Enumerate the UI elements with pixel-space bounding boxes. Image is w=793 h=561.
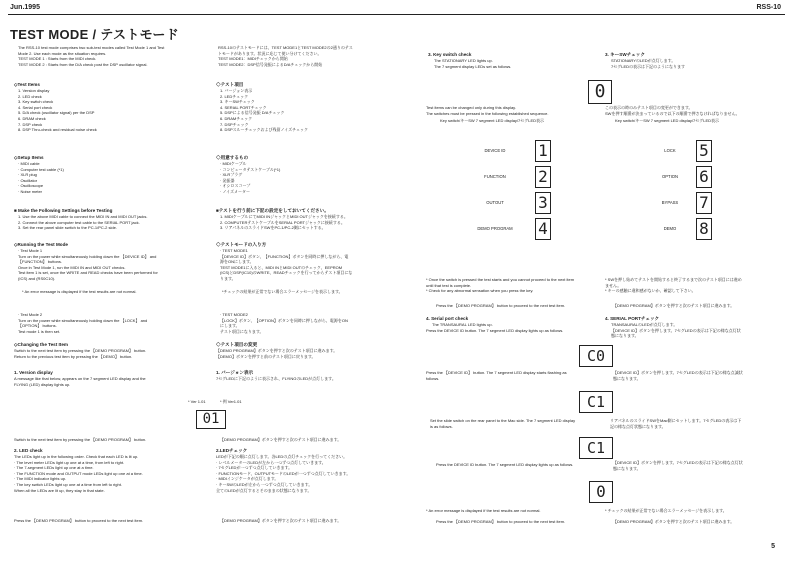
serial-line: Press the DEVICE ID button. The 7 segment LED display lights up as follows. bbox=[426, 327, 564, 333]
test-item: 8. DSP Thru-check and residual noise check bbox=[18, 127, 97, 133]
running-line: Once in Test Mode 1, run the MIDI IN and MIDI OUT checks. bbox=[18, 264, 126, 270]
setup-item-jp: · ノイズメーター bbox=[220, 188, 251, 194]
c1-led-display: C1 bbox=[579, 437, 613, 459]
key-switch-name: DEVICE ID bbox=[484, 148, 506, 153]
c0-line-jp: 態になります。 bbox=[613, 375, 641, 381]
setup-items-section bbox=[14, 155, 209, 195]
test-mode-2-jp bbox=[220, 312, 410, 334]
zero-led-display: 0 bbox=[589, 481, 613, 503]
led-check-line-jp: · FUNCTIONモード、OUTPUTモードのLEDが一つずつ点灯していきます。 bbox=[216, 470, 351, 476]
key-switch-led-value: 6 bbox=[696, 166, 712, 188]
running-line-jp: TEST MODE1に入ると、MIDI INとMIDI OUTのチェック、EEPROM bbox=[220, 264, 343, 270]
final-press-en: Press the 【DEMO PROGRAM】 button to proceed to the next test item. bbox=[436, 519, 566, 524]
serial-line-jp: 【DEVICE ID】ボタンを押します。7セグLEDの表示は下記の様な点灯状 bbox=[611, 327, 741, 333]
serial-line: The TRANSAURAL LED lights up. bbox=[432, 322, 493, 327]
key-check-line-jp: 7セグLEDの表示は下記のようになります bbox=[611, 63, 686, 69]
c0-line: Press the 【DEVICE ID】 button. The 7 segment LED display starts flashing as bbox=[426, 370, 567, 375]
key-note-line: The switches must be pressed in the following established sequence. bbox=[426, 110, 549, 116]
led-check-line: · The 7-segment LEDs light up one at a time. bbox=[14, 465, 94, 471]
key-switch-led-value: 2 bbox=[535, 166, 551, 188]
changing-line-jp: 【DEMO PROGRAM】ボタンを押すと次のテスト項目に進みます。 bbox=[216, 348, 338, 353]
key-check-en bbox=[428, 52, 598, 69]
mode2-line: · Test Mode 2 bbox=[18, 312, 43, 317]
settings-step-jp: 1. MIDIケーブルにてMIDI INジャックとMIDI OUTジャックを接続する。 bbox=[220, 214, 348, 219]
settings-step: 1. Use the above MIDI cable to connect the MIDI IN and MIDI OUT jacks. bbox=[18, 214, 148, 219]
setup-items-heading: ◇Setup Items bbox=[14, 155, 44, 160]
device-id-line-jp: 態になります。 bbox=[613, 465, 641, 471]
serial-line-jp: 態になります。 bbox=[611, 333, 639, 339]
setup-item: · Computer test cable (*1) bbox=[18, 166, 64, 172]
slide-line-jp: リアパネルのスライドSWをMac側にセットします。7セグLEDの表示は下 bbox=[610, 418, 742, 423]
led-check-heading: 2. LED check bbox=[14, 448, 43, 453]
intro-line: The RSS-10 test mode comprises two sub-test modes called Test Mode 1 and Test bbox=[18, 45, 165, 50]
changing-line-jp: 【DEMO】ボタンを押すと前のテスト項目に戻ります。 bbox=[216, 353, 316, 359]
test-item-jp: 2. LEDチェック bbox=[220, 93, 249, 99]
led-check-line-jp: · キーSWのLEDが左から一つずつ点灯していきます。 bbox=[216, 481, 313, 487]
settings-step-jp: 3. リアパネルのスライドSWをPC-1/PC-2側にセットする。 bbox=[220, 225, 326, 231]
led-press-text: Press the 【DEMO PROGRAM】 button to proceed to the next test item. bbox=[14, 518, 144, 523]
error-note-right-jp: * チェックの結果が正常でない場合エラーメッセージを表示します。 bbox=[605, 508, 727, 513]
test-item: 3. Key switch check bbox=[18, 99, 54, 105]
press-next-jp: 【DEMO PROGRAM】ボタンを押すと次のテスト項目に進みます。 bbox=[613, 303, 735, 308]
key-note-en bbox=[426, 105, 606, 116]
led-check-line-jp: 全てのLEDが点灯するとそのままの状態になります。 bbox=[216, 487, 312, 493]
mode2-line: 【OPTION】 buttons. bbox=[18, 323, 57, 329]
test-item: 7. DSP check bbox=[18, 121, 43, 127]
intro-line-jp: TEST MODE1：MIDIチェックから開始 bbox=[218, 56, 288, 62]
test-mode-2 bbox=[18, 312, 213, 334]
test-items-section-jp bbox=[216, 82, 406, 133]
test-item-jp: 5. DSPによる信号発振 D/Aチェック bbox=[220, 110, 285, 116]
version-line-jp: 7セグLEDに下記のように表示され、FLYINGのLEDが点灯します。 bbox=[216, 376, 336, 381]
serial-line-jp: TRANSAURALのLEDが点灯します。 bbox=[611, 322, 678, 327]
running-heading-jp: ◇テストモードの入り方 bbox=[216, 242, 267, 247]
once-notes-en bbox=[426, 277, 604, 294]
once-note: until that test is complete. bbox=[426, 282, 472, 288]
settings-heading-jp: ■テストを行う前に下記の設定をしておいてください。 bbox=[216, 208, 329, 213]
mode2-line: Test mode 1 is then set. bbox=[18, 328, 61, 334]
c1-led-display-flashing: C1 bbox=[579, 391, 613, 413]
key-table-header-right: Key switch/キーSW 7 segment LED display/7セグLED表示 bbox=[615, 118, 720, 123]
test-item-jp: 3. キーSWチェック bbox=[220, 99, 255, 105]
once-note: * Check for any abnormal sensation when you press the key. bbox=[426, 288, 534, 294]
header-model: RSS-10 bbox=[756, 4, 781, 11]
key-switch-name: BYPASS bbox=[661, 200, 679, 205]
device-id-line-jp: 【DEVICE ID】ボタンを押します。7セグLEDの表示は下記の様な点灯状 bbox=[613, 460, 743, 465]
intro-line-jp: RSS-10のテストモードには、TEST MODE1とTEST MODE2の2通りのテス bbox=[218, 45, 353, 50]
settings-step: 3. Set the rear panel slide switch to the PC-1/PC-2 side. bbox=[18, 225, 117, 231]
error-note-right-en: * An error message is displayed if the test results are not normal. bbox=[426, 508, 541, 513]
led-check-line: · The level meter LEDs light up one at a time, from left to right. bbox=[14, 459, 125, 465]
c0-text-en bbox=[426, 370, 601, 381]
test-item: 2. LED check bbox=[18, 93, 42, 99]
key-check-line: The STATIONARY LED lights up. bbox=[434, 58, 493, 63]
slide-text-jp bbox=[610, 418, 787, 429]
key-note-jp bbox=[605, 105, 787, 116]
key-switch-name: FUNCTION bbox=[484, 174, 506, 179]
key-switch-name: OUTOUT bbox=[486, 200, 504, 205]
led-check-line: · The FUNCTION mode and OUTPUT mode LEDs light up one at a time. bbox=[14, 470, 143, 476]
serial-heading: 4. Serial port check bbox=[426, 316, 469, 321]
serial-heading-jp: 4. SERIAL PORTチェック bbox=[605, 316, 660, 321]
mode2-line-jp: にします。 bbox=[220, 323, 240, 329]
device-id-text-jp bbox=[613, 460, 788, 471]
setup-item: · Noise meter bbox=[18, 188, 43, 194]
version-led-display: 01 bbox=[196, 410, 226, 429]
settings-section bbox=[14, 208, 209, 231]
setup-item-jp: · オシロスコープ bbox=[220, 183, 251, 189]
test-item: 1. Version display bbox=[18, 88, 50, 93]
page-title: TEST MODE / テストモード bbox=[10, 27, 180, 42]
setup-items-heading-jp: ◇用意するもの bbox=[216, 155, 249, 160]
intro-line: TEST MODE 2 : Starts from the D/A check post the DSP oscillator signal. bbox=[18, 61, 148, 67]
led-check-section-jp bbox=[216, 448, 411, 493]
test-item-jp: 6. DRAMチェック bbox=[220, 115, 253, 121]
changing-line: Switch to the next test item by pressing the 【DEMO PROGRAM】 button. bbox=[14, 348, 147, 353]
led-check-line: The LEDs light up in the following order. Check that each LED is lit up. bbox=[14, 454, 139, 459]
running-section-jp bbox=[216, 242, 406, 282]
key-switch-led-value: 1 bbox=[535, 140, 551, 162]
setup-item-jp: · 発振器 bbox=[220, 177, 235, 183]
running-line: 【FUNCTION】 buttons. bbox=[18, 259, 63, 265]
key-note-line-jp: SWを押す順番が決まっているので以下の順番で押さなければなりません。 bbox=[605, 110, 740, 116]
test-items-heading: ◇Test Items bbox=[14, 82, 40, 87]
running-section bbox=[14, 242, 209, 282]
settings-step-jp: 2. COMPUTERテストケーブルをSERIAL PORTジャックに接続する。 bbox=[220, 219, 345, 225]
key-check-heading-jp: 3. キーSWチェック bbox=[605, 52, 645, 57]
japanese-column bbox=[218, 45, 408, 67]
once-note: * Once the switch is pressed the test starts and you cannot proceed to the next item bbox=[426, 277, 575, 282]
key-note-line: Test items can be changed only during this display. bbox=[426, 105, 516, 110]
settings-heading: ■ Make the Following Settings before Testing bbox=[14, 208, 113, 213]
final-press-jp: 【DEMO PROGRAM】ボタンを押すと次のテスト項目に進みます。 bbox=[613, 519, 735, 524]
version-heading: 1. Version display bbox=[14, 370, 53, 375]
test-item: 4. Serial port check bbox=[18, 104, 53, 110]
once-notes-jp bbox=[605, 277, 787, 294]
press-next-en: Press the 【DEMO PROGRAM】 button to proceed to the next test item. bbox=[436, 303, 566, 308]
once-note-jp: * キーの感触に違和感がないか、確認して下さい。 bbox=[605, 288, 696, 294]
settings-section-jp bbox=[216, 208, 411, 231]
running-line: Turn on the power while simultaneously holding down the 【DEVICE ID】 and bbox=[18, 253, 157, 259]
intro-line: TEST MODE 1 : Starts from the MIDI check. bbox=[18, 56, 97, 62]
key-switch-led-value: 7 bbox=[696, 192, 712, 214]
led-check-line: · The MIDI indicator lights up. bbox=[14, 476, 67, 482]
led-check-section bbox=[14, 448, 214, 493]
test-item-jp: 4. SERIAL PORTチェック bbox=[220, 104, 267, 110]
header-date: Jun.1995 bbox=[10, 4, 40, 11]
key-switch-name: DEMO bbox=[663, 226, 677, 231]
serial-check-en bbox=[426, 316, 606, 333]
test-items-section bbox=[14, 82, 209, 133]
intro-line: Mode 2. Use each mode as the situation requires. bbox=[18, 50, 107, 56]
key-check-line-jp: STATIONARYのLEDが点灯します。 bbox=[611, 58, 676, 63]
changing-heading: ◇Changing the Test Item bbox=[14, 342, 68, 347]
setup-item: · Oscillator bbox=[18, 177, 38, 183]
version-tag: * Ver 1.01 bbox=[188, 399, 206, 404]
key-check-line: The 7 segment display LEDs set as follows. bbox=[434, 63, 512, 69]
version-switch-text: Switch to the next test item by pressing the 【DEMO PROGRAM】 button. bbox=[14, 437, 147, 442]
version-switch-text-jp: 【DEMO PROGRAM】ボタンを押すと次のテスト項目に進みます。 bbox=[220, 437, 342, 442]
led-press-text-jp: 【DEMO PROGRAM】ボタンを押すと次のテスト項目に進みます。 bbox=[220, 518, 342, 523]
intro-line-jp: TEST MODE2：DSP信号発振によるD/Aチェックから開始 bbox=[218, 61, 323, 67]
mode2-line-jp: テスト項目になります。 bbox=[220, 328, 264, 334]
page-number: 5 bbox=[771, 543, 775, 550]
slide-line-jp: 記の様な点灯状態になります。 bbox=[610, 423, 666, 429]
serial-check-jp bbox=[605, 316, 787, 339]
changing-section-jp bbox=[216, 342, 406, 359]
slide-line: Set the slide switch on the rear panel to the Mac side. The 7 segment LED display bbox=[430, 418, 576, 423]
led-check-line-jp: · レベルメーターのLEDが左から一つずつ点灯していきます。 bbox=[216, 459, 326, 465]
key-switch-name: OPTION bbox=[661, 174, 679, 179]
running-line: (ICS) and (RS0C10). bbox=[18, 275, 56, 281]
running-line-jp: 【DEVICE ID】ボタン、【FUNCTION】ボタンを同時に押しながら、電 bbox=[220, 253, 349, 259]
error-note: * An error message is displayed if the test results are not normal. bbox=[22, 289, 137, 294]
key-note-line-jp: この表示の時のみテスト項目の変更ができます。 bbox=[605, 105, 693, 110]
running-line: · Test Mode 1 bbox=[18, 248, 43, 253]
version-section bbox=[14, 370, 214, 387]
setup-items-section-jp bbox=[216, 155, 406, 195]
changing-line: Return to the previous test item by pressing the 【DEMO】 button. bbox=[14, 353, 133, 359]
version-section-jp bbox=[216, 370, 406, 382]
version-heading-jp: 1. バージョン表示 bbox=[216, 370, 254, 375]
setup-item: · Oscilloscope bbox=[18, 183, 44, 189]
running-line-jp: ります。 bbox=[220, 275, 236, 281]
key-table-header-left: Key switch/キーSW 7 segment LED display/7セグLED表示 bbox=[440, 118, 545, 123]
setup-item: · XLR plug bbox=[18, 172, 37, 178]
once-note-jp: ません。 bbox=[605, 282, 622, 288]
header-rule bbox=[8, 14, 785, 15]
led-check-heading-jp: 2.LEDチェック bbox=[216, 448, 248, 453]
running-heading: ◇Running the Test Mode bbox=[14, 242, 68, 247]
c0-line-jp: 【DEVICE ID】ボタンを押します。7セグLEDの表示は下記の様な点滅状 bbox=[613, 370, 743, 375]
running-line-jp: · TEST MODE1 bbox=[220, 248, 248, 253]
slide-line: is as follows. bbox=[430, 423, 453, 429]
key-check-jp bbox=[605, 52, 785, 69]
led-check-line-jp: · MIDIインジケータが点灯します。 bbox=[216, 476, 279, 482]
mode2-line-jp: · TEST MODE2 bbox=[220, 312, 248, 317]
key-switch-name: LOCK bbox=[664, 148, 676, 153]
test-item-jp: 7. DSPチェック bbox=[220, 121, 249, 127]
test-item-jp: 8. DSPスルーチェックおよび残留ノイズチェック bbox=[220, 127, 308, 133]
key-switch-led-value: 4 bbox=[535, 218, 551, 240]
key-switch-led-value: 3 bbox=[535, 192, 551, 214]
key-check-heading: 3. Key switch check bbox=[428, 52, 472, 57]
led-check-line: When all the LEDs are lit up, they stay in that state. bbox=[14, 487, 105, 493]
intro-line-jp: トモードがあります。状況に応じて使い分けてください。 bbox=[218, 50, 322, 56]
running-line: Test item 1 is set, once the WRITE and READ checks have been performed for bbox=[18, 270, 158, 276]
running-line-jp: (ICS)とDSP(IC10)のWRITE、READチェックを行ってからテスト項目にな bbox=[220, 270, 353, 276]
mode2-line: Turn on the power while simultaneously holding down the 【LOCK】 and bbox=[18, 317, 148, 323]
key-switch-led-value: 8 bbox=[696, 218, 712, 240]
once-note-jp: * SWを押し始めてテストを開始すると終了するまで次のテスト項目には進め bbox=[605, 277, 742, 282]
key-check-led-display: 0 bbox=[588, 80, 612, 104]
c0-text-jp bbox=[613, 370, 788, 381]
test-items-heading-jp: ◇テスト項目 bbox=[216, 82, 244, 87]
key-switch-name: DEMO PROGRAM bbox=[477, 226, 513, 231]
test-item-jp: 1. バージョン表示 bbox=[220, 88, 253, 93]
c0-line: follows. bbox=[426, 375, 440, 381]
c0-led-display: C0 bbox=[579, 345, 613, 367]
led-check-line-jp: · 7セグLEDが一つずつ点灯していきます。 bbox=[216, 465, 293, 471]
version-tag-jp: * 例 Ver1.01 bbox=[220, 399, 242, 404]
changing-section bbox=[14, 342, 209, 359]
english-column bbox=[18, 45, 213, 67]
setup-item-jp: · コンピュータテストケーブル(*1) bbox=[220, 166, 281, 172]
led-check-line: · The key switch LEDs light up one at a time from left to right. bbox=[14, 481, 122, 487]
key-switch-led-value: 5 bbox=[696, 140, 712, 162]
running-line-jp: 源をONにします。 bbox=[220, 259, 254, 265]
setup-item: · MIDI cable bbox=[18, 161, 40, 166]
mode2-line-jp: 【LOCK】ボタン、【OPTION】ボタンを同時に押しながら、電源をON bbox=[220, 317, 348, 323]
settings-step: 2. Connect the above computer test cable to the SERIAL PORT jack. bbox=[18, 219, 140, 225]
changing-heading-jp: ◇テスト項目の変更 bbox=[216, 342, 258, 347]
led-check-line-jp: LEDが下記の順に点灯します。各LEDの点灯チェックを行ってください。 bbox=[216, 454, 348, 459]
version-line: FLYING (LED) display lights up. bbox=[14, 381, 71, 387]
setup-item-jp: · MIDIケーブル bbox=[220, 161, 247, 166]
device-id-text-en: Press the DEVICE ID button. The 7 segment LED display lights up as follows. bbox=[436, 462, 574, 467]
test-item: 6. DRAM check bbox=[18, 115, 46, 121]
error-note-jp: *チェックの結果が正常でない場合エラーメッセージを表示します。 bbox=[222, 289, 343, 294]
test-item: 5. D/A check (oscillator signal) per the DSP bbox=[18, 110, 95, 116]
version-line: A message like that below, appears on the 7 segment LED display and the bbox=[14, 376, 146, 381]
setup-item-jp: · XLRプラグ bbox=[220, 172, 243, 178]
slide-text-en bbox=[430, 418, 605, 429]
